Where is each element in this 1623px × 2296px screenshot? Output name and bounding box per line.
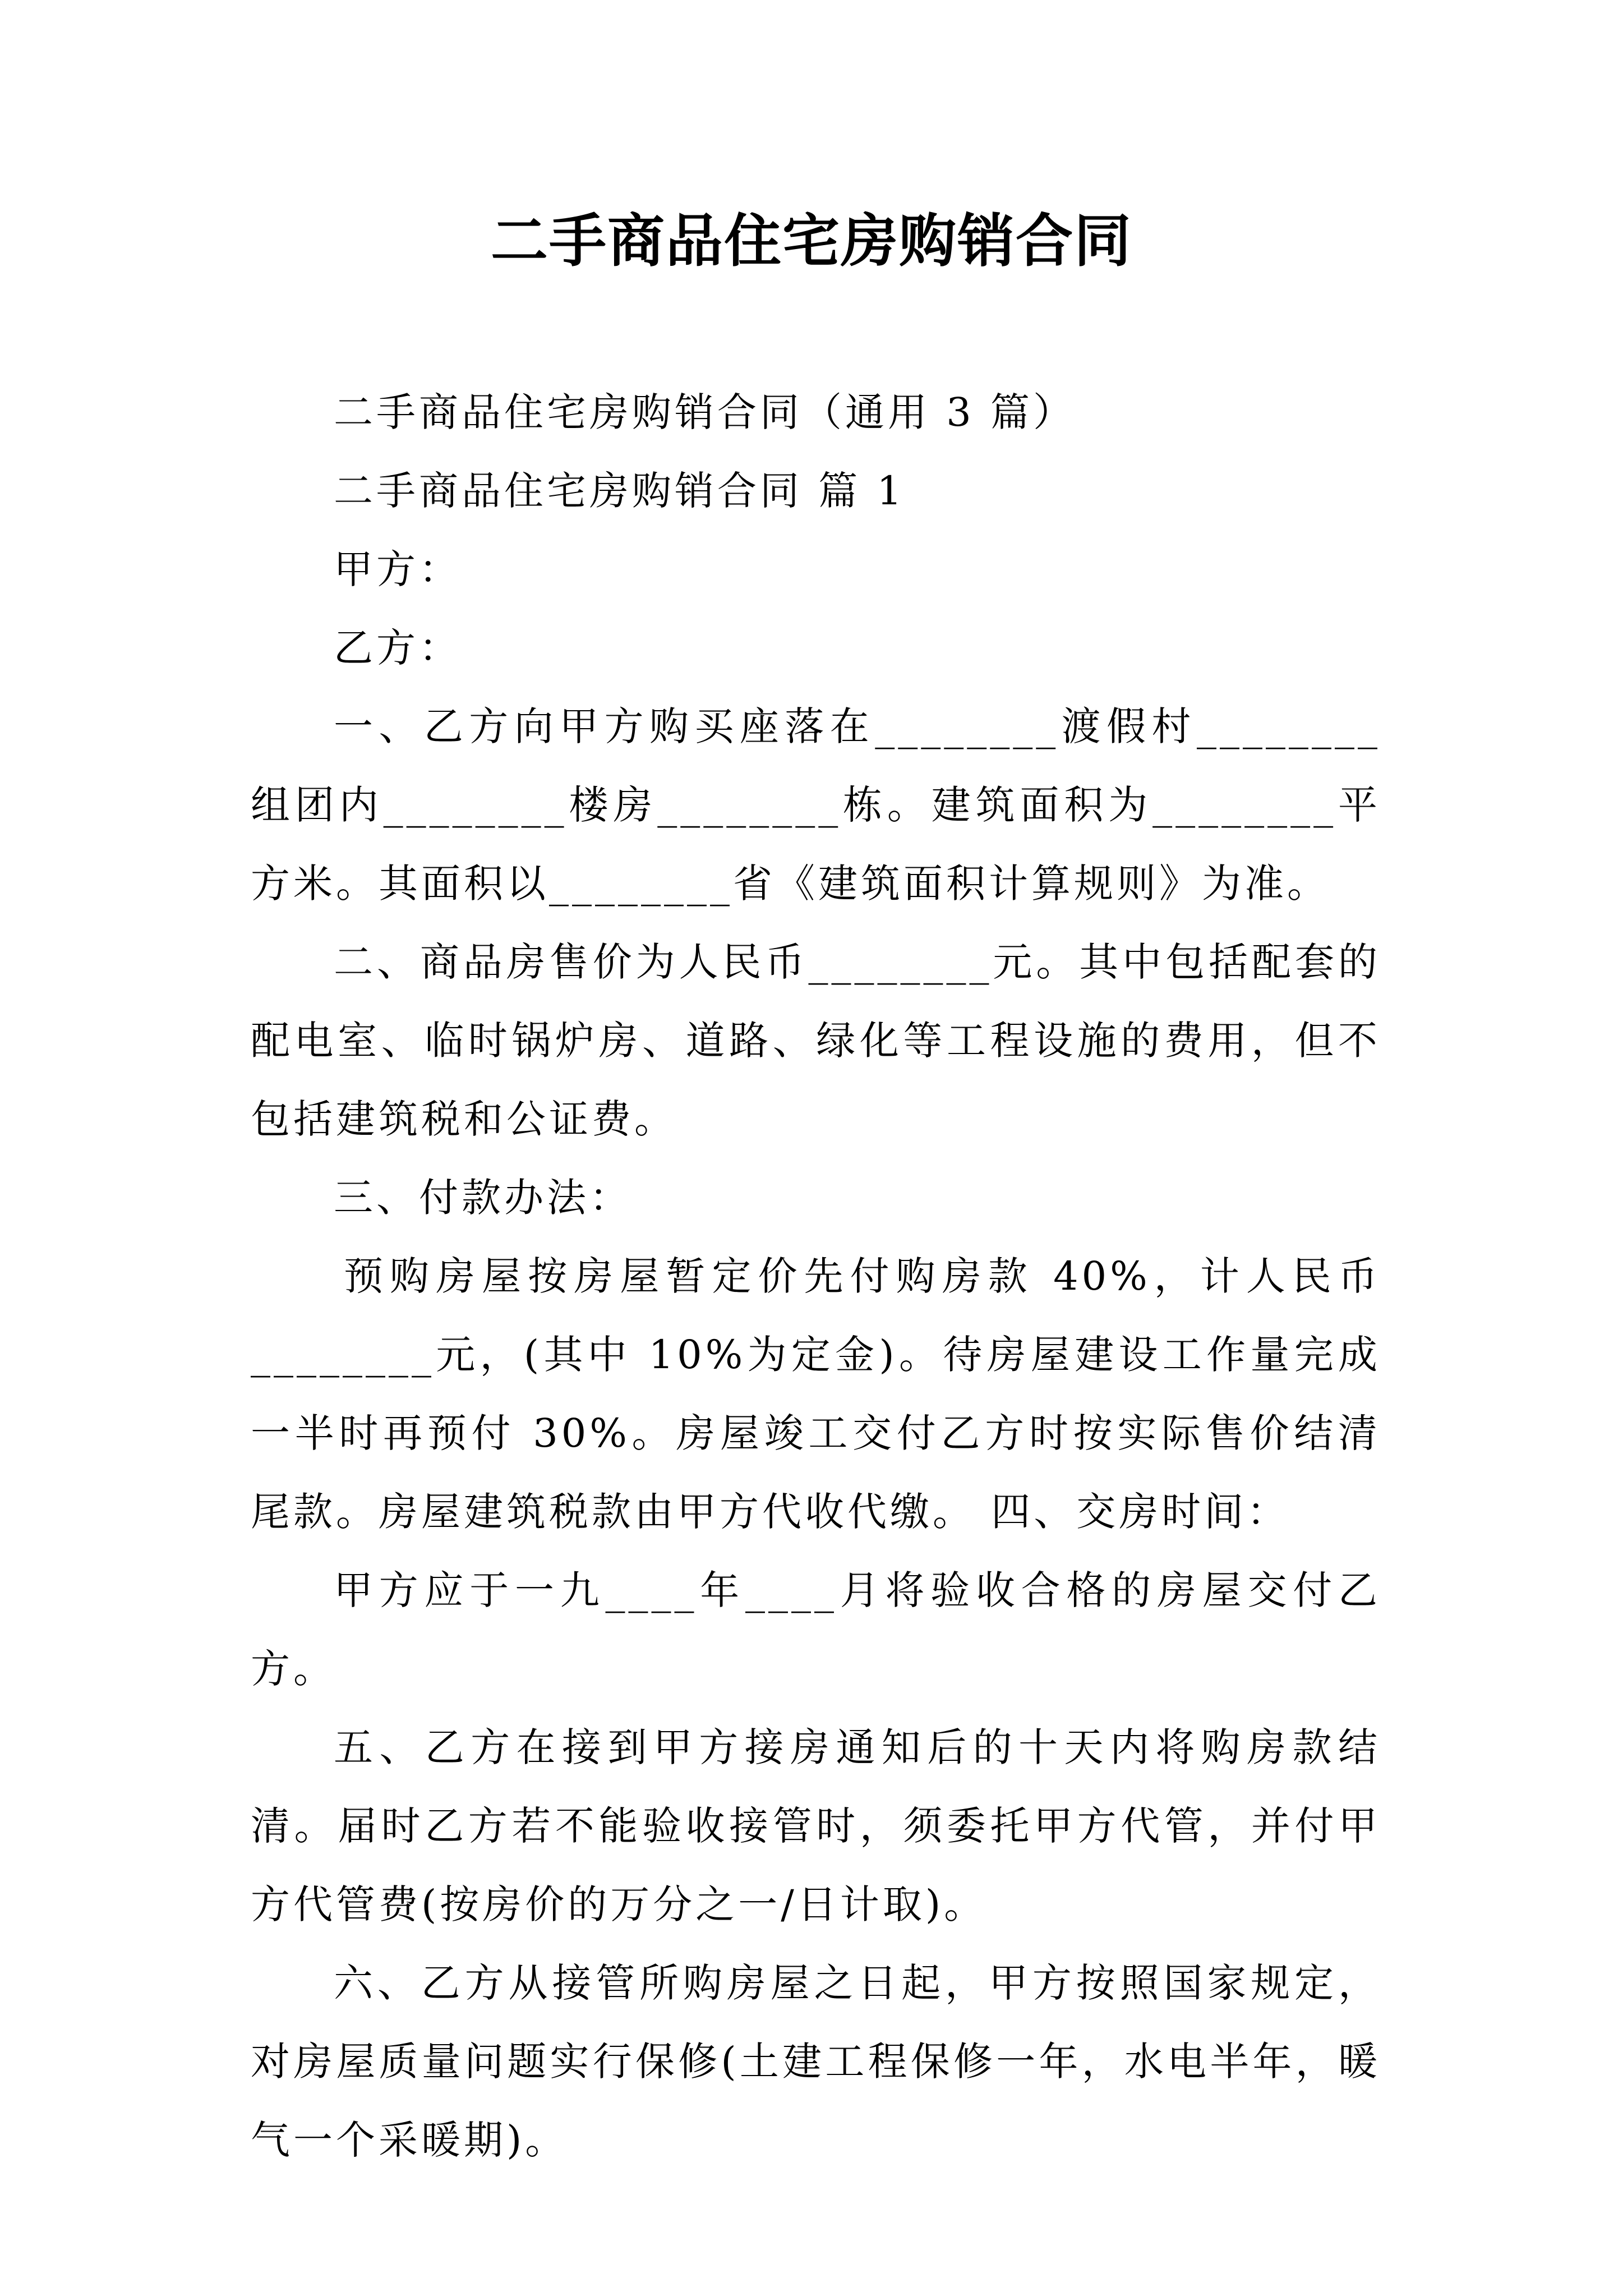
section-heading: 二手商品住宅房购销合同 篇 1 [334,468,906,514]
clause-5: 五、乙方在接到甲方接房通知后的十天内将购房款结清。届时乙方若不能验收接管时，须委托甲方代管，并付甲方代管费(按房价的万分之一/日计取)。 [251,1724,1381,1927]
clause-1: 一、乙方向甲方购买座落在________渡假村________组团内________楼房________栋。建筑面积为________平方米。其面积以________省《建筑面积计算规则》为准。 [251,703,1381,907]
clause-3-body: 预购房屋按房屋暂定价先付购房款 40%，计人民币________元，(其中 10%为定金)。待房屋建设工作量完成一半时再预付 30%。房屋竣工交付乙方时按实际售价结清尾款。房屋建筑税款由甲方代收代缴。 四、交房时间： [251,1253,1381,1535]
party-b-label: 乙方： [334,625,462,671]
clause-2: 二、商品房售价为人民币________元。其中包括配套的配电室、临时锅炉房、道路、绿化等工程设施的费用，但不包括建筑税和公证费。 [251,939,1381,1142]
clause-6: 六、乙方从接管所购房屋之日起，甲方按照国家规定，对房屋质量问题实行保修(土建工程保修一年，水电半年，暖气一个采暖期)。 [251,1960,1381,2163]
party-a-label: 甲方： [334,546,462,592]
document-body [251,373,1381,2179]
clause-3-heading: 三、付款办法： [334,1175,632,1221]
clause-4-body: 甲方应于一九____年____月将验收合格的房屋交付乙方。 [251,1567,1381,1692]
document-subtitle: 二手商品住宅房购销合同（通用 3 篇） [334,389,1076,435]
page-title: 二手商品住宅房购销合同 [491,208,1132,275]
